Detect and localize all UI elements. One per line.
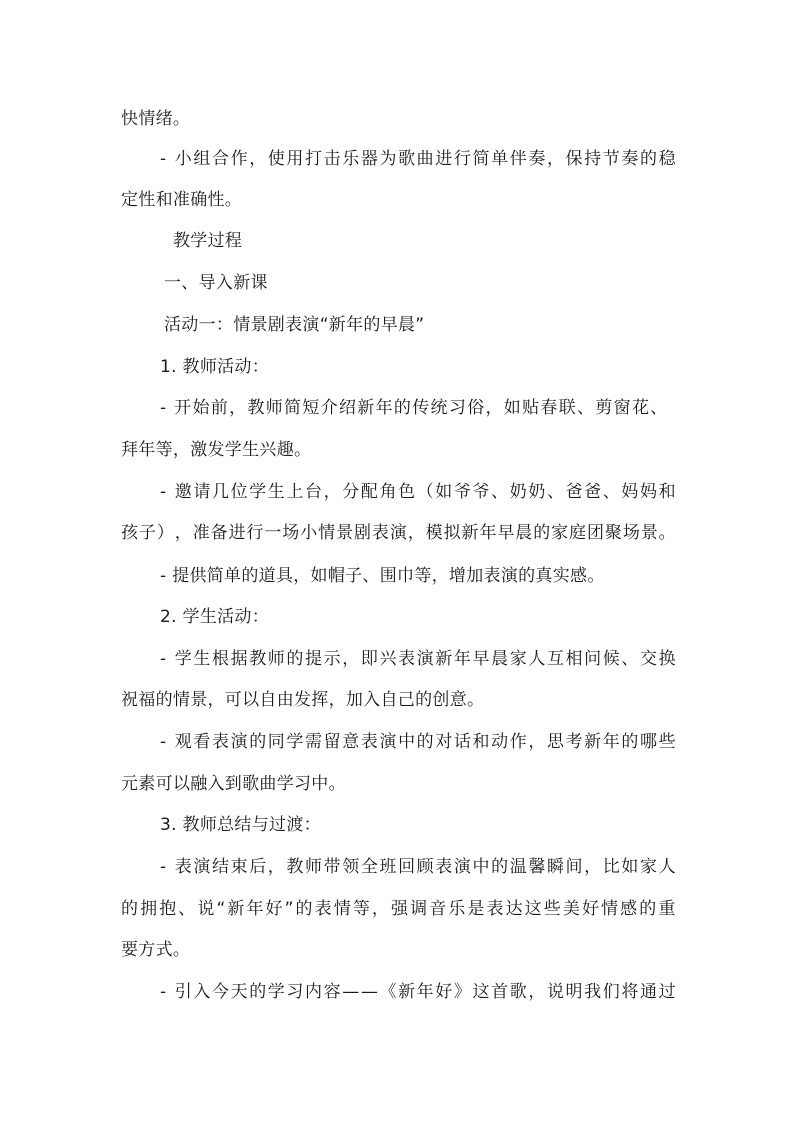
bullet-line: - 表 演 结 束 后 ， 教 师 带 领 全 班 回 顾 表 演 中 的 温 馨 瞬 间 ， 比 如 家 人 <box>160 857 676 877</box>
bullet-line: - 提供简单的道具，如帽子、围巾等，增加表演的真实感。 <box>160 566 605 586</box>
section-heading: 一、导入新课 <box>164 273 268 293</box>
bullet-line: - 邀 请 几 位 学 生 上 台 ， 分 配 角 色 （ 如 爷 爷 、 奶 奶 、 爸 爸 、 妈 妈 和 <box>160 482 676 502</box>
paragraph-line: 拜年等，激发学生兴趣。 <box>121 440 312 460</box>
bullet-line: - 小 组 合 作 ， 使 用 打 击 乐 器 为 歌 曲 进 行 简 单 伴 奏 ， 保 持 节 奏 的 稳 <box>160 149 676 169</box>
paragraph-line: 祝福的情景，可以自由发挥，加入自己的创意。 <box>121 690 485 710</box>
paragraph-line: 定性和准确性。 <box>121 190 243 210</box>
numbered-heading: 3. 教师总结与过渡： <box>160 815 321 835</box>
bullet-line: - 观 看 表 演 的 同 学 需 留 意 表 演 中 的 对 话 和 动 作 ， 思 考 新 年 的 哪 些 <box>160 732 676 752</box>
paragraph-line: 孩 子 ） ， 准 备 进 行 一 场 小 情 景 剧 表 演 ， 模 拟 新 年 早 晨 的 家 庭 团 聚 场 景 。 <box>121 523 676 543</box>
section-heading: 教学过程 <box>173 231 243 251</box>
activity-heading: 活动一：情景剧表演“新年的早晨” <box>164 315 425 335</box>
paragraph-line: 要方式。 <box>121 940 191 960</box>
numbered-heading: 1. 教师活动： <box>160 357 270 377</box>
bullet-line: - 引 入 今 天 的 学 习 内 容 — — 《 新 年 好 》 这 首 歌 ， 说 明 我 们 将 通 过 <box>160 982 676 1002</box>
bullet-line: - 学 生 根 据 教 师 的 提 示 ， 即 兴 表 演 新 年 早 晨 家 人 互 相 问 候 、 交 换 <box>160 649 676 669</box>
paragraph-line: 的 拥 抱 、 说 “ 新 年 好 ” 的 表 情 等 ， 强 调 音 乐 是 表 达 这 些 美 好 情 感 的 重 <box>121 899 676 919</box>
numbered-heading: 2. 学生活动： <box>160 607 270 627</box>
paragraph-line: 快情绪。 <box>121 109 191 129</box>
bullet-line: - 开 始 前 ， 教 师 简 短 介 绍 新 年 的 传 统 习 俗 ， 如 贴 春 联 、 剪 窗 花 、 <box>160 398 668 418</box>
paragraph-line: 元素可以融入到歌曲学习中。 <box>121 774 346 794</box>
